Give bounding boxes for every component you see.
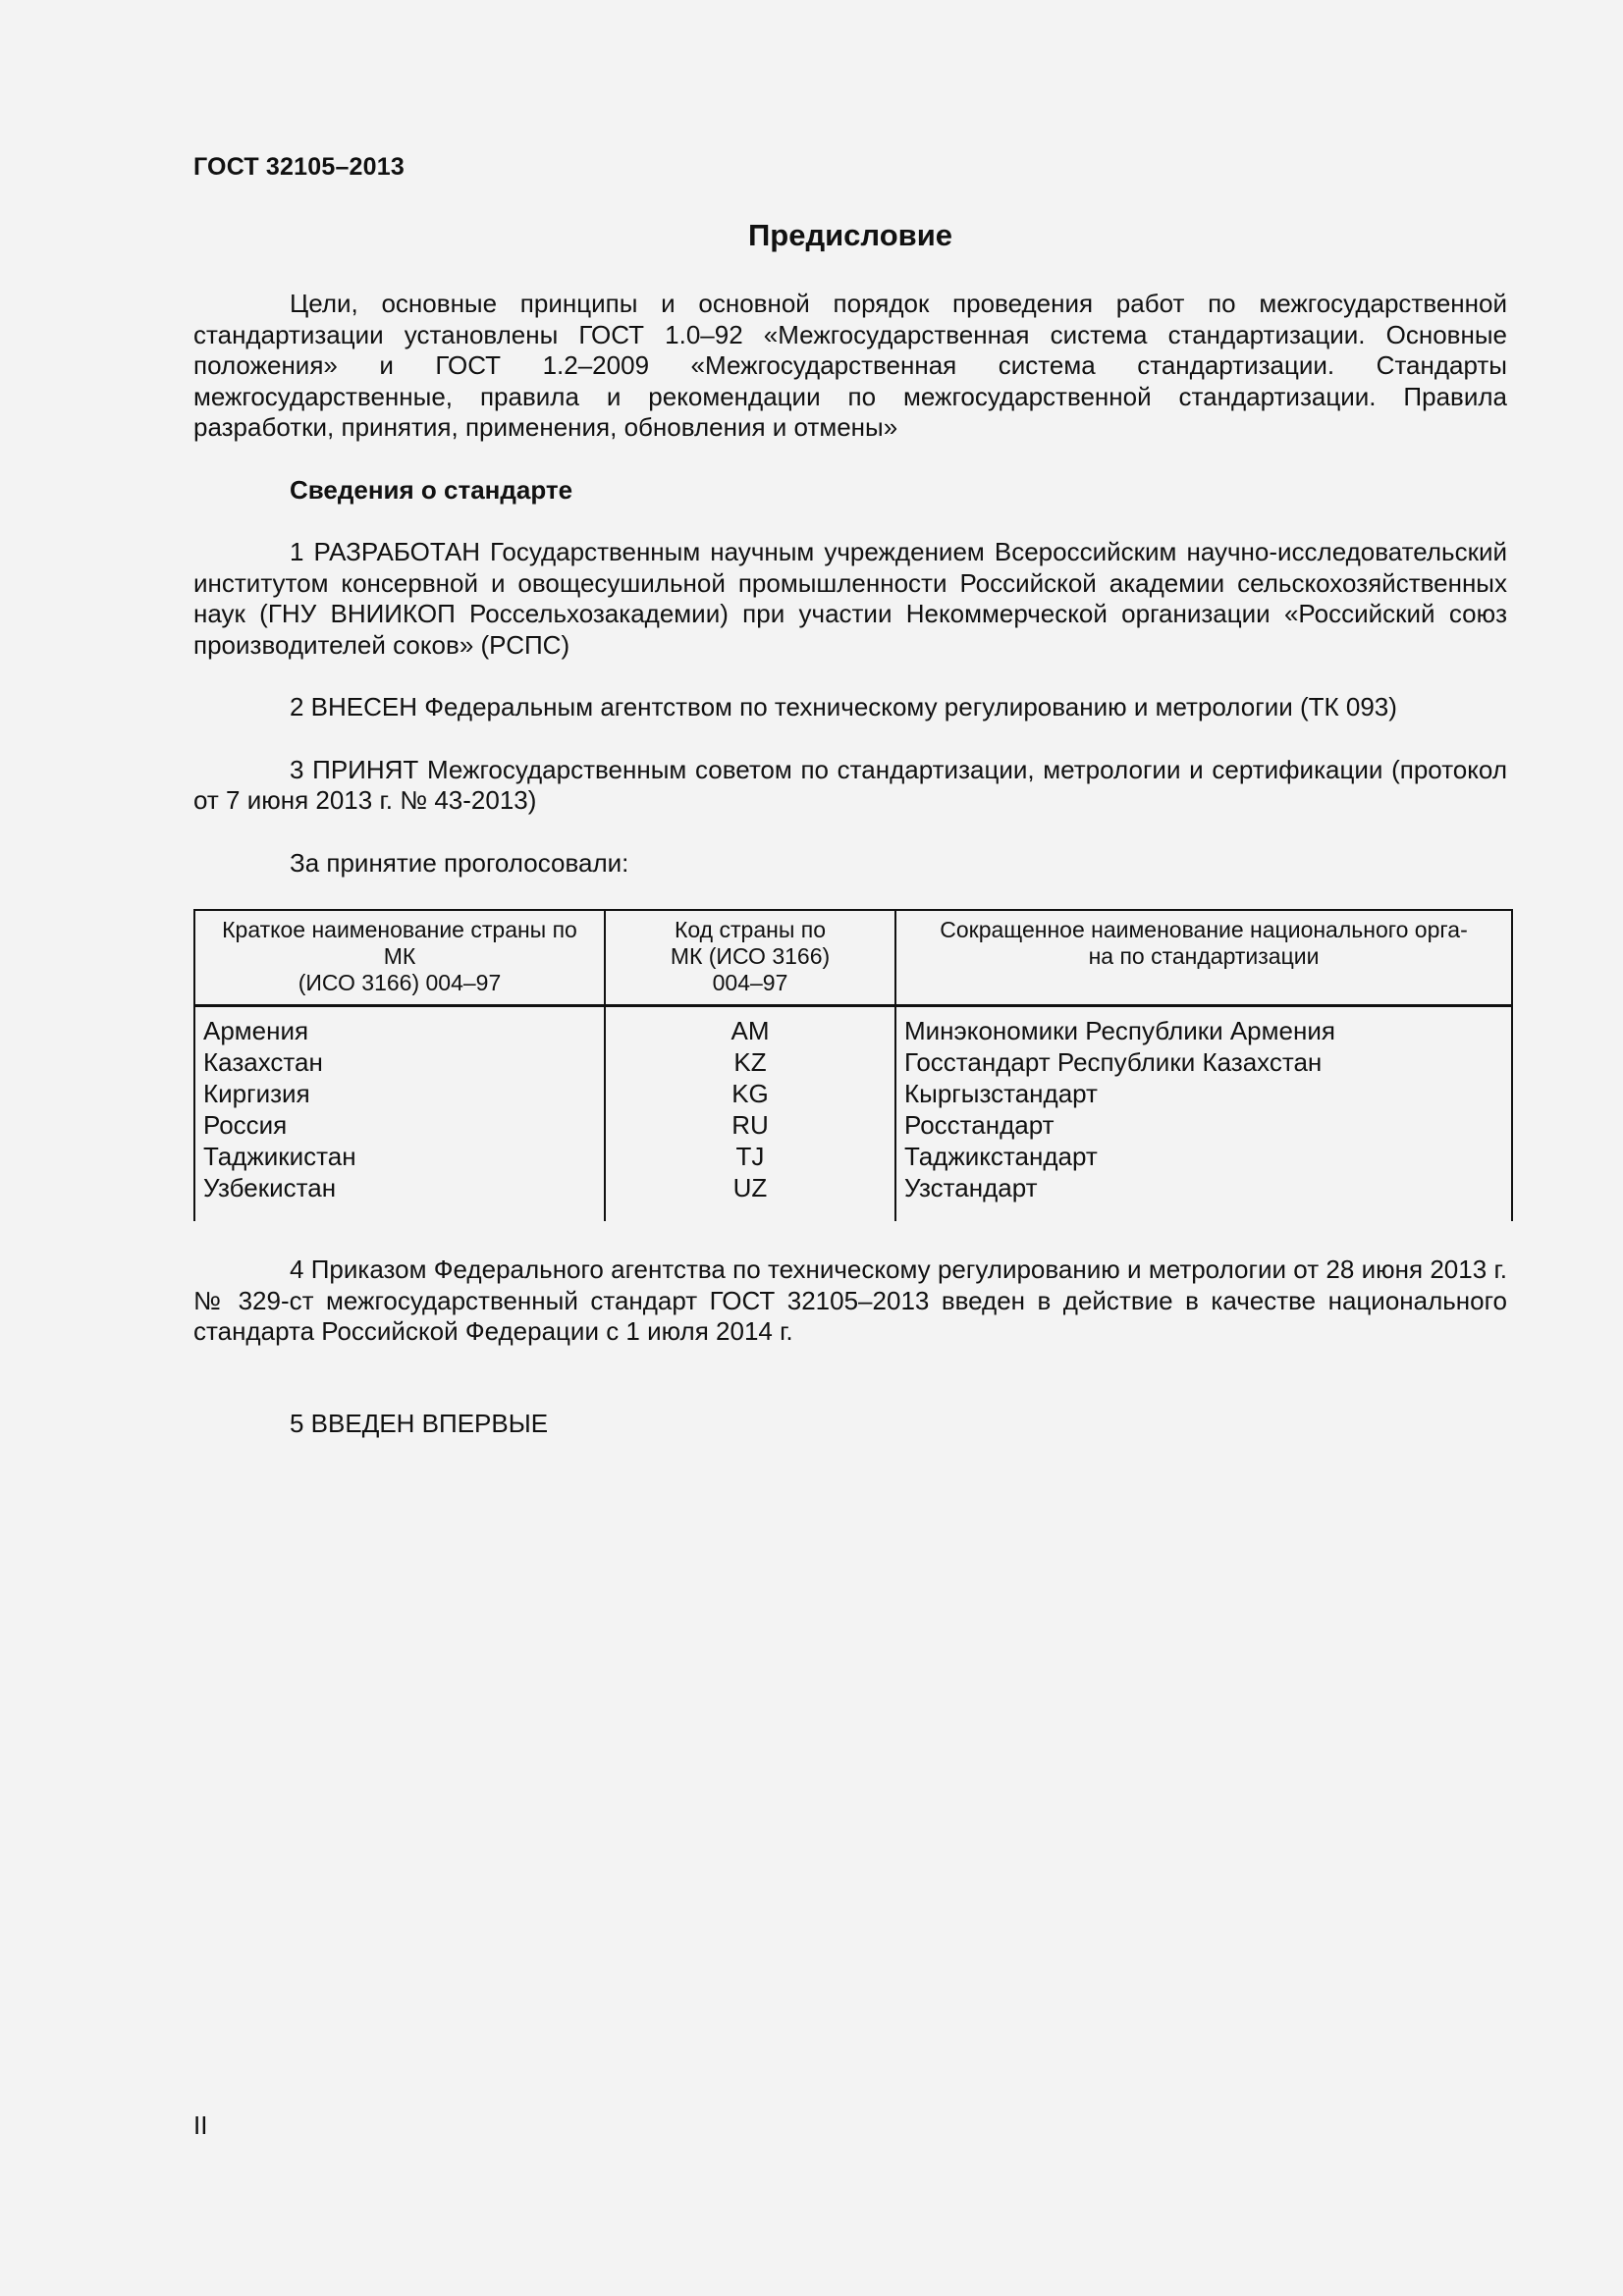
header-country-code (605, 910, 895, 1006)
header-country-code-line: 004–97 (712, 970, 788, 995)
country-name: Таджикистан (203, 1142, 356, 1171)
country-code: KZ (733, 1047, 767, 1077)
country-code: KG (731, 1079, 769, 1108)
country-name: Армения (203, 1016, 309, 1045)
national-body-column (895, 1006, 1512, 1222)
national-body: Минэкономики Республики Армения (904, 1016, 1335, 1045)
table-header-row (194, 910, 1512, 1006)
header-country-code-line: МК (ИСО 3166) (670, 943, 831, 969)
countries-table (193, 909, 1513, 1221)
table-row (194, 1006, 1512, 1222)
national-body: Таджикстандарт (904, 1142, 1098, 1171)
intro-paragraph: Цели, основные принципы и основной порядок проведения работ по межгосударственной стандартизации установлены ГОСТ 1.0–92 «Межгосударственная система стандартизации. Основные положения» и ГОСТ 1.2–2009 «Межгосударственная система стандартизации. Стандарты межгосударственные, правила и рекомендации по межгосударственной стандартизации. Правила разработки, принятия, применения, обновления и отмены» (193, 289, 1507, 442)
country-name: Россия (203, 1110, 288, 1140)
country-name: Казахстан (203, 1047, 323, 1077)
item-order: 4 Приказом Федерального агентства по техническому регулированию и метрологии от 28 июня 2013 г. № 329-ст межгосударственный стандарт ГОСТ 32105–2013 введен в действие в качестве национального стандарта Российской Федерации с 1 июля 2014 г. (193, 1255, 1507, 1346)
national-body: Узстандарт (904, 1173, 1038, 1202)
national-body: Госстандарт Республики Казахстан (904, 1047, 1323, 1077)
header-country-name-line: (ИСО 3166) 004–97 (298, 970, 502, 995)
page-title: Предисловие (747, 218, 952, 252)
country-code: UZ (732, 1173, 768, 1202)
header-country-name (194, 910, 605, 1006)
header-country-code-line: Код страны по (675, 917, 826, 942)
national-body: Росстандарт (904, 1110, 1055, 1140)
countries-table-wrapper (193, 909, 1491, 1221)
item-adopted: 3 ПРИНЯТ Межгосударственным советом по стандартизации, метрологии и сертификации (протокол от 7 июня 2013 г. № 43-2013) (193, 754, 1507, 815)
national-body: Кыргызстандарт (904, 1079, 1098, 1108)
info-heading: Сведения о стандарте (290, 474, 573, 505)
header-national-body (895, 910, 1512, 1006)
country-name: Узбекистан (203, 1173, 337, 1202)
header-country-name-line: МК (383, 943, 416, 969)
item-developed: 1 РАЗРАБОТАН Государственным научным учреждением Всероссийским научно-исследовательский институтом консервной и овощесушильной промышленности Российской академии сельскохозяйственных наук (ГНУ ВНИИКОП Россельхозакадемии) при участии Некоммерческой организации «Российский союз производителей соков» (РСПС) (193, 537, 1507, 660)
item-introduced-by: 2 ВНЕСЕН Федеральным агентством по техническому регулированию и метрологии (ТК 093) (290, 692, 1397, 721)
country-name: Киргизия (203, 1079, 310, 1108)
item-first-time: 5 ВВЕДЕН ВПЕРВЫЕ (290, 1408, 549, 1438)
country-code: AM (730, 1016, 770, 1045)
header-country-name-line: Краткое наименование страны по (222, 917, 577, 942)
country-name-column (194, 1006, 605, 1222)
header-national-body-line: Сокращенное наименование национального орга- (940, 917, 1468, 942)
country-code-column (605, 1006, 895, 1222)
document-id-header: ГОСТ 32105–2013 (193, 153, 405, 181)
voted-label: За принятие проголосовали: (290, 847, 629, 878)
country-code: RU (731, 1110, 769, 1140)
header-national-body-line: на по стандартизации (1088, 943, 1320, 969)
page-number: II (193, 2110, 208, 2140)
country-code: TJ (735, 1142, 765, 1171)
document-body (193, 289, 1507, 1439)
